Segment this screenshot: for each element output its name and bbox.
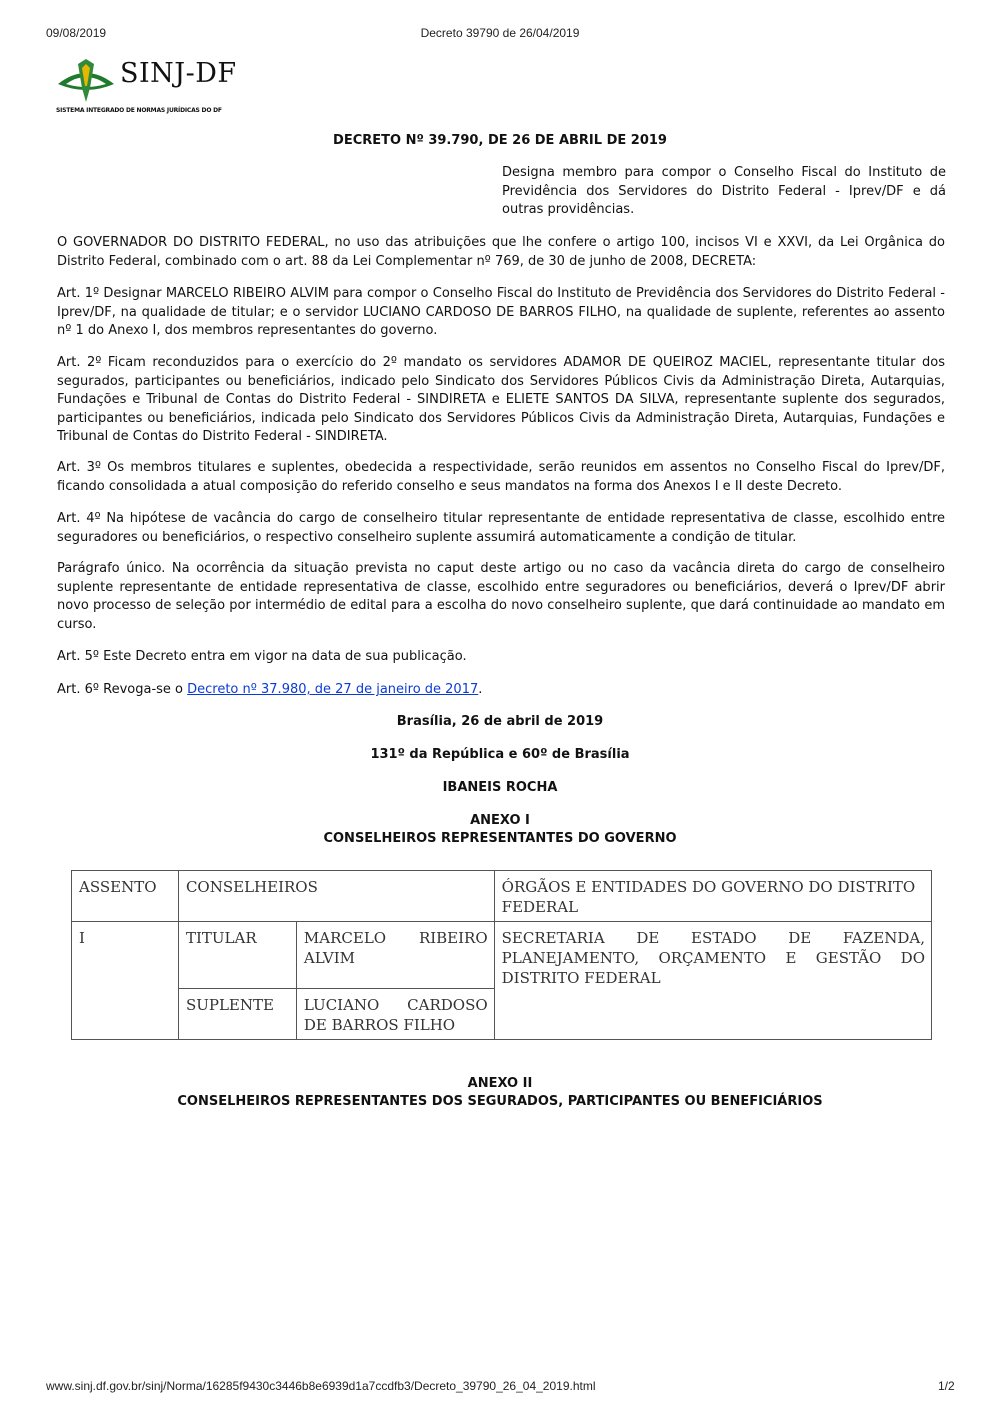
sole-paragraph: Parágrafo único. Na ocorrência da situação prevista no caput deste artigo ou no caso da vacância direta do cargo de conselheiro suplente representante de entidade representativa de classe, escolhido entre seguradores ou beneficiários, deverá o Iprev/DF abrir novo processo de seleção por intermédio de edital para a escolha do novo conselheiro suplente, que dará continuidade ao mandato em curso. [57, 561, 945, 632]
cell-titular-label: TITULAR [178, 922, 296, 989]
print-url: www.sinj.df.gov.br/sinj/Norma/16285f9430c3446b8e6939d1a7ccdfb3/Decreto_39790_26_04_2019.html [46, 1379, 596, 1393]
cell-titular-name: MARCELO RIBEIRO ALVIM [296, 922, 494, 989]
article-3: Art. 3º Os membros titulares e suplentes, obedecida a respectividade, serão reunidos em assentos no Conselho Fiscal do Iprev/DF, ficando consolidada a atual composição do referido conselho e seus mandatos na forma dos Anexos I e II deste Decreto. [57, 460, 945, 494]
article-4: Art. 4º Na hipótese de vacância do cargo de conselheiro titular representante de entidade representativa de classe, escolhido entre seguradores ou beneficiários, o respectivo conselheiro suplente assumirá automaticamente a condição de titular. [57, 511, 945, 545]
decree-ementa: Designa membro para compor o Conselho Fiscal do Instituto de Previdência dos Servidores do Distrito Federal - Iprev/DF e dá outras providências. [502, 165, 946, 217]
table-header-row [72, 871, 932, 922]
cell-suplente-label: SUPLENTE [178, 989, 296, 1040]
article-6-suffix: . [478, 682, 483, 697]
cell-suplente-name: LUCIANO CARDOSO DE BARROS FILHO [296, 989, 494, 1040]
logo-subtitle: SISTEMA INTEGRADO DE NORMAS JURÍDICAS DO DF [56, 107, 222, 114]
cell-assento: I [72, 922, 179, 1040]
revoked-decree-link[interactable]: Decreto nº 37.980, de 27 de janeiro de 2017 [187, 682, 479, 697]
logo-title: SINJ-DF [120, 58, 237, 89]
print-date: 09/08/2019 [46, 26, 107, 40]
article-6 [57, 681, 945, 700]
sinj-df-logo [56, 56, 276, 120]
print-page-number: 1/2 [938, 1379, 955, 1393]
table-row [72, 922, 932, 989]
article-1: Art. 1º Designar MARCELO RIBEIRO ALVIM para compor o Conselho Fiscal do Instituto de Previdência dos Servidores do Distrito Federal - Iprev/DF, na qualidade de titular; e o servidor LUCIANO CARDOSO DE BARROS FILHO, na qualidade de suplente, referentes ao assento nº 1 do Anexo I, dos membros representantes do governo. [57, 286, 945, 338]
cell-orgao: SECRETARIA DE ESTADO DE FAZENDA, PLANEJAMENTO, ORÇAMENTO E GESTÃO DO DISTRITO FEDERAL [494, 922, 931, 1040]
annex-1-table [71, 870, 932, 1040]
header-orgaos: ÓRGÃOS E ENTIDADES DO GOVERNO DO DISTRITO FEDERAL [494, 871, 931, 922]
annex-2-title: ANEXO II [467, 1076, 533, 1091]
print-page-title: Decreto 39790 de 26/04/2019 [420, 26, 580, 40]
place-date: Brasília, 26 de abril de 2019 [396, 714, 604, 729]
article-6-prefix: Art. 6º Revoga-se o [57, 682, 188, 697]
header-conselheiros: CONSELHEIROS [178, 871, 494, 922]
article-5: Art. 5º Este Decreto entra em vigor na data de sua publicação. [57, 649, 467, 664]
annex-1-subtitle: CONSELHEIROS REPRESENTANTES DO GOVERNO [323, 831, 677, 846]
signatory: IBANEIS ROCHA [442, 780, 558, 795]
decree-title: DECRETO Nº 39.790, DE 26 DE ABRIL DE 2019 [333, 133, 667, 148]
header-assento: ASSENTO [72, 871, 179, 922]
annex-2-subtitle: CONSELHEIROS REPRESENTANTES DOS SEGURADOS, PARTICIPANTES OU BENEFICIÁRIOS [177, 1094, 823, 1109]
article-2: Art. 2º Ficam reconduzidos para o exercício do 2º mandato os servidores ADAMOR DE QUEIROZ MACIEL, representante titular dos segurados, participantes ou beneficiários, indicado pelo Sindicato dos Servidores Públicos Civis da Administração Direta, Autarquias, Fundações e Tribunal de Contas do Distrito Federal - SINDIRETA e ELIETE SANTOS DA SILVA, representante suplente dos segurados, participantes ou beneficiários, indicada pelo Sindicato dos Servidores Públicos Civis da Administração Direta, Autarquias, Fundações e Tribunal de Contas do Distrito Federal - SINDIRETA. [57, 355, 945, 444]
preamble: O GOVERNADOR DO DISTRITO FEDERAL, no uso das atribuições que lhe confere o artigo 100, incisos VI e XXVI, da Lei Orgânica do Distrito Federal, combinado com o art. 88 da Lei Complementar nº 769, de 30 de junho de 2008, DECRETA: [57, 235, 945, 269]
annex-1-title: ANEXO I [470, 813, 530, 828]
brasilia-emblem-icon [56, 56, 116, 106]
republic-years: 131º da República e 60º de Brasília [370, 747, 630, 762]
